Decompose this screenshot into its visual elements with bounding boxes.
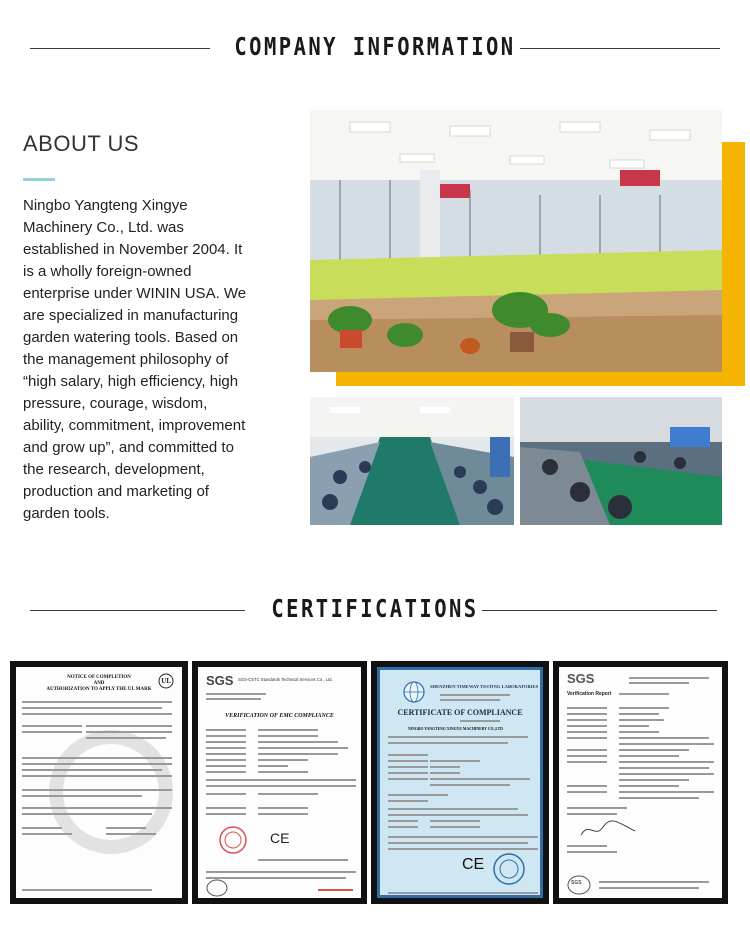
ul-watermark-icon bbox=[46, 727, 176, 857]
sgs-logo: SGS bbox=[567, 671, 595, 686]
verification-report-title: Verification Report bbox=[567, 691, 612, 697]
ce-mark: CE bbox=[462, 856, 485, 873]
signature-icon bbox=[579, 817, 639, 841]
blue-seal-icon bbox=[492, 852, 526, 886]
certificate-sgs-report bbox=[553, 661, 728, 904]
cert-ul-title-3: AUTHORIZATION TO APPLY THE UL MARK bbox=[46, 687, 152, 692]
globe-logo-icon bbox=[402, 680, 426, 704]
cert-ul-title-1: NOTICE OF COMPLETION bbox=[67, 675, 131, 680]
factory-photo-right bbox=[520, 397, 722, 525]
timeway-applicant: NINGBO YANGTENG XINGYE MACHINERY CO.,LTD bbox=[408, 727, 503, 731]
office-photo bbox=[310, 110, 722, 372]
about-accent-bar bbox=[23, 178, 55, 181]
about-body-text: Ningbo Yangteng Xingye Machinery Co., Ltd. was established in November 2004. It is a wholly foreign-owned enterprise under WININ USA. We are specialized in manufacturing garden watering tools. Based on the management philosophy of “high salary, high efficiency, high pressure, courage, wisdom, ability, commitment, improvement and grow up”, and committed to the research, development, production and marketing of garden tools. bbox=[23, 197, 247, 522]
ul-mark-label: UL bbox=[161, 677, 171, 685]
certifications-header bbox=[0, 592, 750, 632]
certificate-ul bbox=[10, 661, 188, 904]
cert-compliance-title: CERTIFICATE OF COMPLIANCE bbox=[397, 708, 523, 717]
timeway-header: SHENZHEN TIMEWAY TESTING LABORATORIES bbox=[430, 684, 539, 689]
factory-photo-left bbox=[310, 397, 514, 525]
sgs-footer-mark: SGS bbox=[571, 880, 582, 886]
certifications-title: CERTIFICATIONS bbox=[271, 594, 479, 623]
certificate-timeway bbox=[371, 661, 549, 904]
company-information-title: COMPANY INFORMATION bbox=[234, 32, 516, 61]
ce-mark: CE bbox=[270, 830, 290, 846]
certificate-sgs-emc bbox=[192, 661, 367, 904]
company-information-header bbox=[0, 30, 750, 70]
cert-emc-title: VERIFICATION OF EMC COMPLIANCE bbox=[225, 713, 334, 719]
sgs-logo: SGS bbox=[206, 673, 234, 688]
red-seal-icon bbox=[218, 825, 248, 855]
about-heading: ABOUT US bbox=[23, 131, 140, 156]
sgs-footer-seal-icon bbox=[206, 879, 228, 897]
sgs-header-text: SGS-CSTC Standards Technical Services Co., Ltd. bbox=[238, 677, 333, 682]
cert-ul-title-2: AND bbox=[93, 681, 105, 686]
